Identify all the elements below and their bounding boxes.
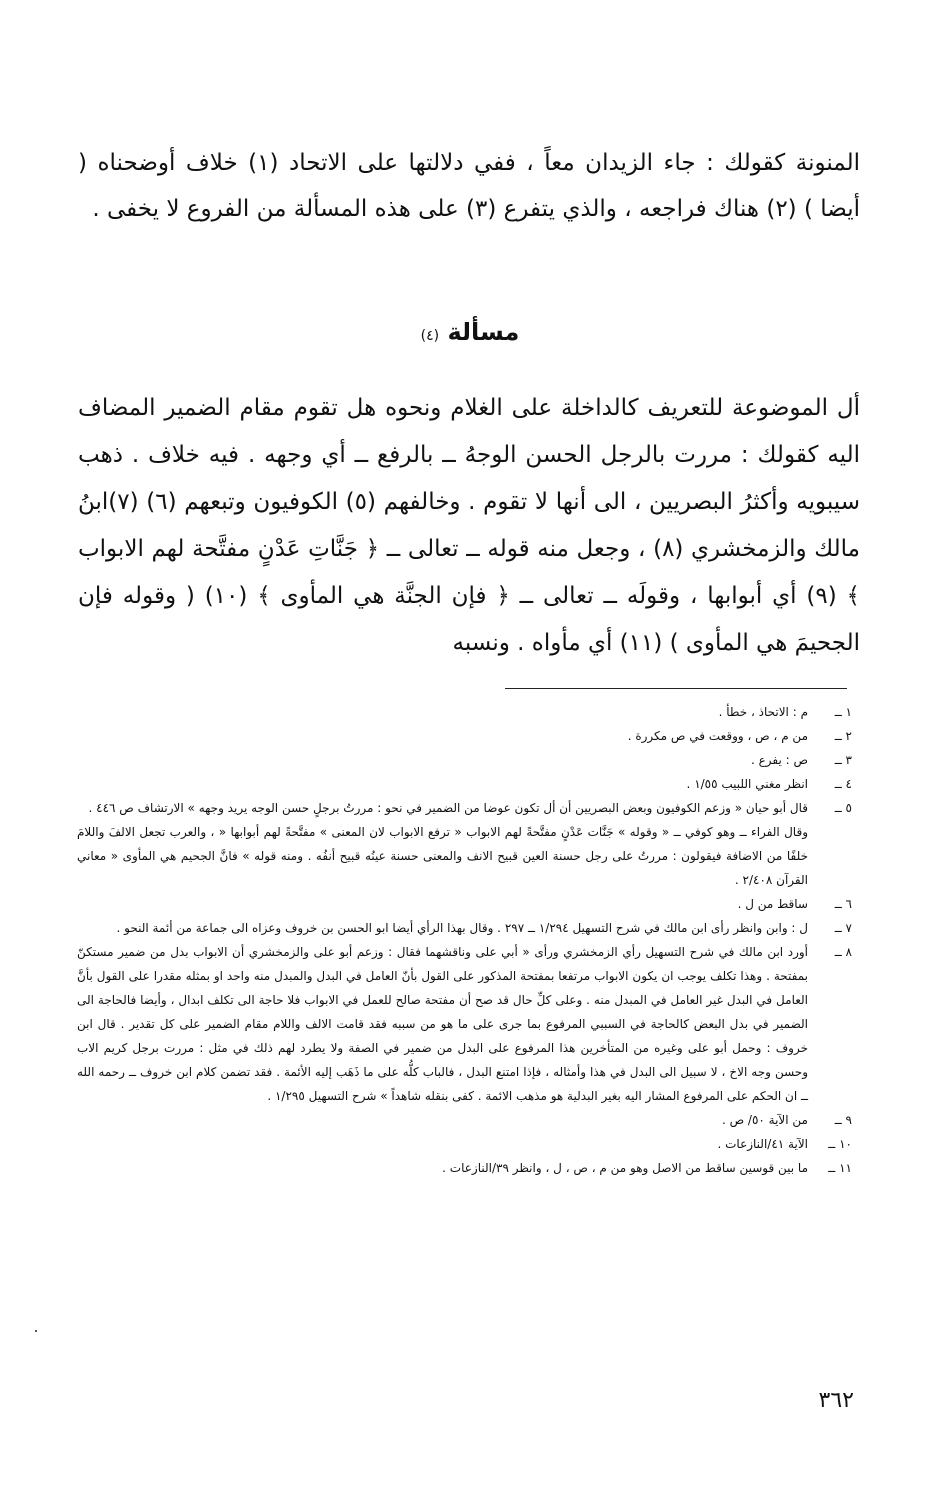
footnote-number: ٤ ــ (834, 777, 852, 791)
footnote (77, 724, 852, 748)
footnote-number: ٥ ــ (834, 801, 852, 815)
section-title: مسألة (447, 318, 520, 346)
footnote-number: ٩ ــ (834, 1113, 852, 1127)
footnote-number: ٧ ــ (834, 921, 852, 935)
footnote-number: ٣ ــ (834, 753, 852, 767)
footnote-text: ما بين قوسين ساقط من الاصل وهو من م ، ص ، ل ، وانظر ٣٩/النازعات . (442, 1161, 808, 1175)
footnote (77, 772, 852, 796)
footnote-text: ل : وابن وانظر رأى ابن مالك في شرح التسهيل ١/٢٩٤ ــ ٢٩٧ . وقال بهذا الرأي أيضا ابو الحسن بن خروف وعزاه الى جماعة من أئمة النحو . (116, 921, 808, 935)
footnote-text: الآية ٤١/النازعات . (717, 1137, 808, 1151)
section-heading (0, 318, 940, 346)
footnote-number: ١٠ ــ (828, 1137, 852, 1151)
footnote (77, 916, 852, 940)
scan-speck (35, 1330, 37, 1332)
footnote-number: ١١ ــ (828, 1161, 852, 1175)
footnote-text: قال أبو حيان « وزعم الكوفيون وبعض البصريين أن أل تكون عوضا من الضمير في نحو : مررتُ برجلٍ حسن الوجه يريد وجهه » الارتشاف ص ٤٤٦ . (88, 801, 808, 815)
footnote (77, 1132, 852, 1156)
footnote-text: من الآية ٥٠/ ص . (721, 1113, 808, 1127)
footnote-number: ٦ ــ (834, 897, 852, 911)
footnote-number: ٢ ــ (834, 729, 852, 743)
footnote (77, 892, 852, 916)
footnote (77, 1108, 852, 1132)
body-paragraph: أل الموضوعة للتعريف كالداخلة على الغلام ونحوه هل تقوم مقام الضمير المضاف اليه كقولك : مررت بالرجل الحسن الوجهُ ــ بالرفع ــ أي وجهه . فيه خلاف . ذهب سيبويه وأكثرُ البصريين ، الى أنها لا تقوم . وخالفهم (٥) الكوفيون وتبعهم (٦) (٧)ابنُ مالك والزمخشري (٨) ، وجعل منه قوله ــ تعالى ــ ﴿ جَنَّاتِ عَدْنٍ مفتَّحة لهم الابواب ﴾ (٩) أي أبوابها ، وقولَه ــ تعالى ــ ﴿ فإن الجنَّة هي المأوى ﴾ (١٠) ( وقوله فإن الجحيمَ هي المأوى ) (١١) أي مأواه . ونسبه (78, 395, 861, 656)
footnote-text: وقال الفراء ــ وهو كوفي ــ « وقوله » جَنَّات عَدْنٍ مفتَّحةً لهم الابواب « ترفع الابواب لان المعنى » مفتَّحةً لهم أبوابها « ، والعرب تجعل الالفَ واللامَ خلفًا من الاضافة فيقولون : مررتُ على رجل حسنة العين قبيح الانف والمعنى حسنة عينُه قبيح أنفُه . ومنه قوله » فانَّ الجحيم هي المأوى « معاني القرآن ٢/٤٠٨ . (77, 825, 808, 887)
footnote (77, 700, 852, 724)
footnote-text: م : الاتحاذ ، خطأ . (718, 705, 808, 719)
footnote (77, 940, 852, 1108)
footnotes (77, 700, 852, 1180)
footnote-number: ٨ ــ (834, 945, 852, 959)
footnote-text: من م ، ص ، ووقعت في ص مكررة . (627, 729, 808, 743)
page-number: ٣٦٢ (818, 1388, 854, 1413)
footnote-text: أورد ابن مالك في شرح التسهيل رأي الزمخشري ورأى « أبي على وناقشهما فقال : وزعم أبو على والزمخشري أن الابواب بدل من ضمير مستكنّ بمفتحة . وهذا تكلف يوجب ان يكون الابواب مرتفعا بمفتحة المذكور على القول بأنّ العامل في البدل والمبدل منه واحد او بمثله مقدرا على القول بأنَّ العامل في البدل غير العامل في المبدل منه . وعلى كلِّ حال قد صح أن مفتحة صالح للعمل في الابواب فلا حاجة الى تكلف ابدال ، وأيضا فالحاجة الى الضمير في بدل البعض كالحاجة في السببي المرفوع بما جرى على ما هو من سببه فقد قامت الالف واللام مقام الضمير على كل تقدير . قال ابن خروف : وحمل أبو على وغيره من المتأخرين هذا المرفوع على البدل من ضمير في الصفة ولا يطرد لهم ذلك في مثل : مررت برجل كريم الاب وحسن وجه الاخ ، لا سبيل الى البدل في هذا وأمثاله ، فإذا امتنع البدل ، فالباب كلُّه على ما ذَهَب إليه الأئمة . فقد تضمن كلام ابن خروف ــ رحمه الله ــ ان الحكم على المرفوع المشار اليه بغير البدلية هو مذهب الائمة . كفى بنقله شاهداً » شرح التسهيل ١/٢٩٥ . (77, 945, 808, 1103)
footnote-number: ١ ــ (834, 705, 852, 719)
footnote (77, 748, 852, 772)
footnote-continuation (77, 820, 852, 892)
footnote-separator (505, 688, 847, 689)
footnote (77, 796, 852, 820)
footnote-text: انظر مغني اللبيب ١/٥٥ . (686, 777, 808, 791)
section-title-footnote-ref: (٤) (420, 328, 440, 344)
footnote (77, 1156, 852, 1180)
footnote-text: ساقط من ل . (737, 897, 808, 911)
footnote-text: ص : يفرع . (751, 753, 808, 767)
intro-paragraph: المنونة كقولك : جاء الزيدان معاً ، ففي دلالتها على الاتحاد (١) خلاف أوضحناه ( أيضا ) (٢) هناك فراجعه ، والذي يتفرع (٣) على هذه المسألة من الفروع لا يخفى . (78, 150, 860, 222)
